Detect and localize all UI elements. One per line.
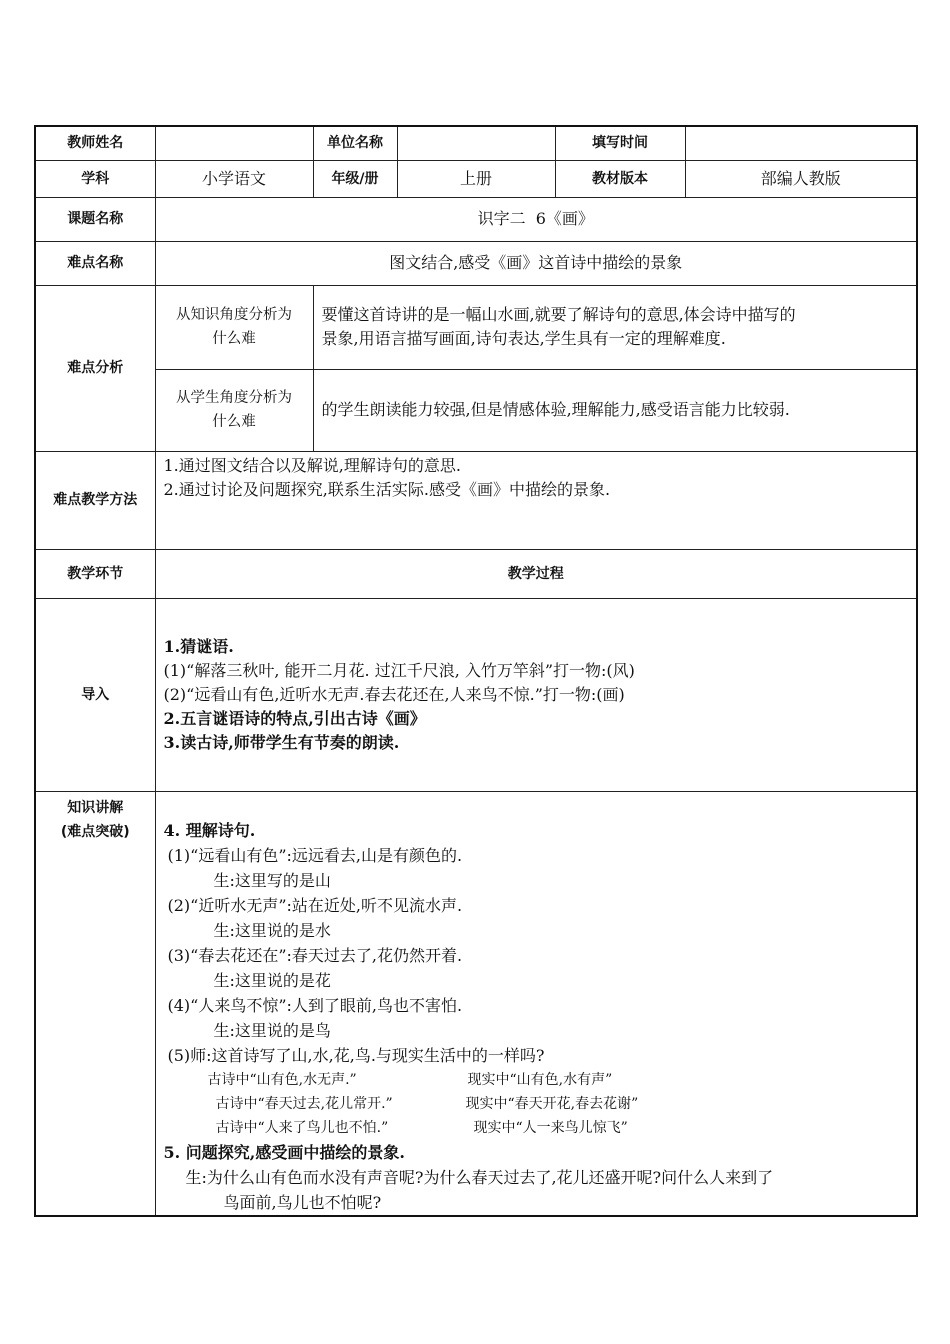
header-row-2 [35,160,917,197]
difficulty-value: 图文结合,感受《画》这首诗中描绘的景象 [155,241,917,285]
knowledge-angle-label [155,285,313,369]
compare-row-3 [164,1116,909,1140]
subject-value: 小学语文 [155,160,313,197]
intro-content [155,598,917,791]
compare-row-2 [164,1092,909,1116]
topic-value: 识字二 6《画》 [155,197,917,241]
knowledge-angle-text-line-2: 景象,用语言描写画面,诗句表达,学生具有一定的理解难度. [321,329,726,348]
method-label: 难点教学方法 [35,451,155,549]
process-header-row [35,549,917,598]
stage-header-label: 教学环节 [35,549,155,598]
knowledge-line-9: 生:这里说的是鸟 [213,1020,331,1040]
knowledge-line-1: 4. 理解诗句. [163,820,256,840]
knowledge-label-line-2: (难点突破) [60,823,130,840]
student-angle-label-line-1: 从学生角度分析为 [176,390,292,406]
knowledge-line-7: 生:这里说的是花 [213,970,331,990]
fill-time-label: 填写时间 [555,126,685,160]
student-angle-label [155,369,313,451]
knowledge-line-19: 鸟面前,鸟儿也不怕呢? [223,1192,382,1212]
intro-line-3: (2)“远看山有色,近听水无声.春去花还在,人来鸟不惊.”打一物:(画) [163,684,625,704]
intro-line-5: 3.读古诗,师带学生有节奏的朗读. [163,732,400,752]
knowledge-angle-label-line-2: 什么难 [212,331,256,347]
analysis-knowledge-row [35,285,917,369]
knowledge-line-2: (1)“远看山有色”:远远看去,山是有颜色的. [167,845,463,865]
knowledge-angle-text [313,285,917,369]
unit-name-label: 单位名称 [313,126,397,160]
student-angle-label-line-2: 什么难 [212,414,256,430]
grade-label: 年级/册 [313,160,397,197]
teacher-name-label: 教师姓名 [35,126,155,160]
intro-row [35,598,917,791]
lesson-plan-page [34,125,916,1217]
subject-label: 学科 [35,160,155,197]
compare-real-3: 现实中“人一来鸟儿惊飞” [473,1119,628,1136]
edition-value: 部编人教版 [685,160,917,197]
student-angle-text: 的学生朗读能力较强,但是情感体验,理解能力,感受语言能力比较弱. [313,369,917,451]
difficulty-row [35,241,917,285]
compare-poem-1: 古诗中“山有色,水无声.” [207,1071,357,1088]
intro-line-4: 2.五言谜语诗的特点,引出古诗《画》 [163,708,426,728]
fill-time-value [685,126,917,160]
intro-line-1: 1.猜谜语. [163,636,234,656]
knowledge-line-3: 生:这里写的是山 [213,870,331,890]
analysis-student-row [35,369,917,451]
unit-name-value [397,126,555,160]
method-line-1: 1.通过图文结合以及解说,理解诗句的意思. [163,455,461,475]
process-header-label: 教学过程 [155,549,917,598]
difficulty-label: 难点名称 [35,241,155,285]
knowledge-line-6: (3)“春去花还在”:春天过去了,花仍然开着. [167,945,463,965]
knowledge-content [155,791,917,1216]
intro-label: 导入 [35,598,155,791]
analysis-label: 难点分析 [35,285,155,451]
intro-line-2: (1)“解落三秋叶, 能开二月花. 过江千尺浪, 入竹万竿斜”打一物:(风) [163,660,635,680]
knowledge-line-18: 生:为什么山有色而水没有声音呢?为什么春天过去了,花儿还盛开呢?问什么人来到了 [185,1167,774,1187]
compare-real-1: 现实中“山有色,水有声” [467,1071,613,1088]
knowledge-line-10: (5)师:这首诗写了山,水,花,鸟.与现实生活中的一样吗? [167,1045,545,1065]
knowledge-label-line-1: 知识讲解 [67,799,124,816]
compare-row-1 [164,1068,909,1092]
knowledge-line-17: 5. 问题探究,感受画中描绘的景象. [163,1142,405,1162]
compare-real-2: 现实中“春天开花,春去花谢” [465,1095,639,1112]
topic-row [35,197,917,241]
teacher-name-value [155,126,313,160]
compare-poem-3: 古诗中“人来了鸟儿也不怕.” [215,1119,389,1136]
compare-poem-2: 古诗中“春天过去,花儿常开.” [215,1095,393,1112]
edition-label: 教材版本 [555,160,685,197]
knowledge-angle-label-line-1: 从知识角度分析为 [176,307,292,323]
knowledge-line-4: (2)“近听水无声”:站在近处,听不见流水声. [167,895,463,915]
method-text [155,451,917,549]
method-row [35,451,917,549]
knowledge-angle-text-line-1: 要懂这首诗讲的是一幅山水画,就要了解诗句的意思,体会诗中描写的 [321,305,796,324]
grade-value: 上册 [397,160,555,197]
lesson-plan-table [34,125,918,1217]
knowledge-row [35,791,917,1216]
knowledge-label [35,791,155,1216]
knowledge-line-8: (4)“人来鸟不惊”:人到了眼前,鸟也不害怕. [167,995,463,1015]
topic-label: 课题名称 [35,197,155,241]
header-row-1 [35,126,917,160]
method-line-2: 2.通过讨论及问题探究,联系生活实际.感受《画》中描绘的景象. [163,479,611,499]
knowledge-line-5: 生:这里说的是水 [213,920,331,940]
